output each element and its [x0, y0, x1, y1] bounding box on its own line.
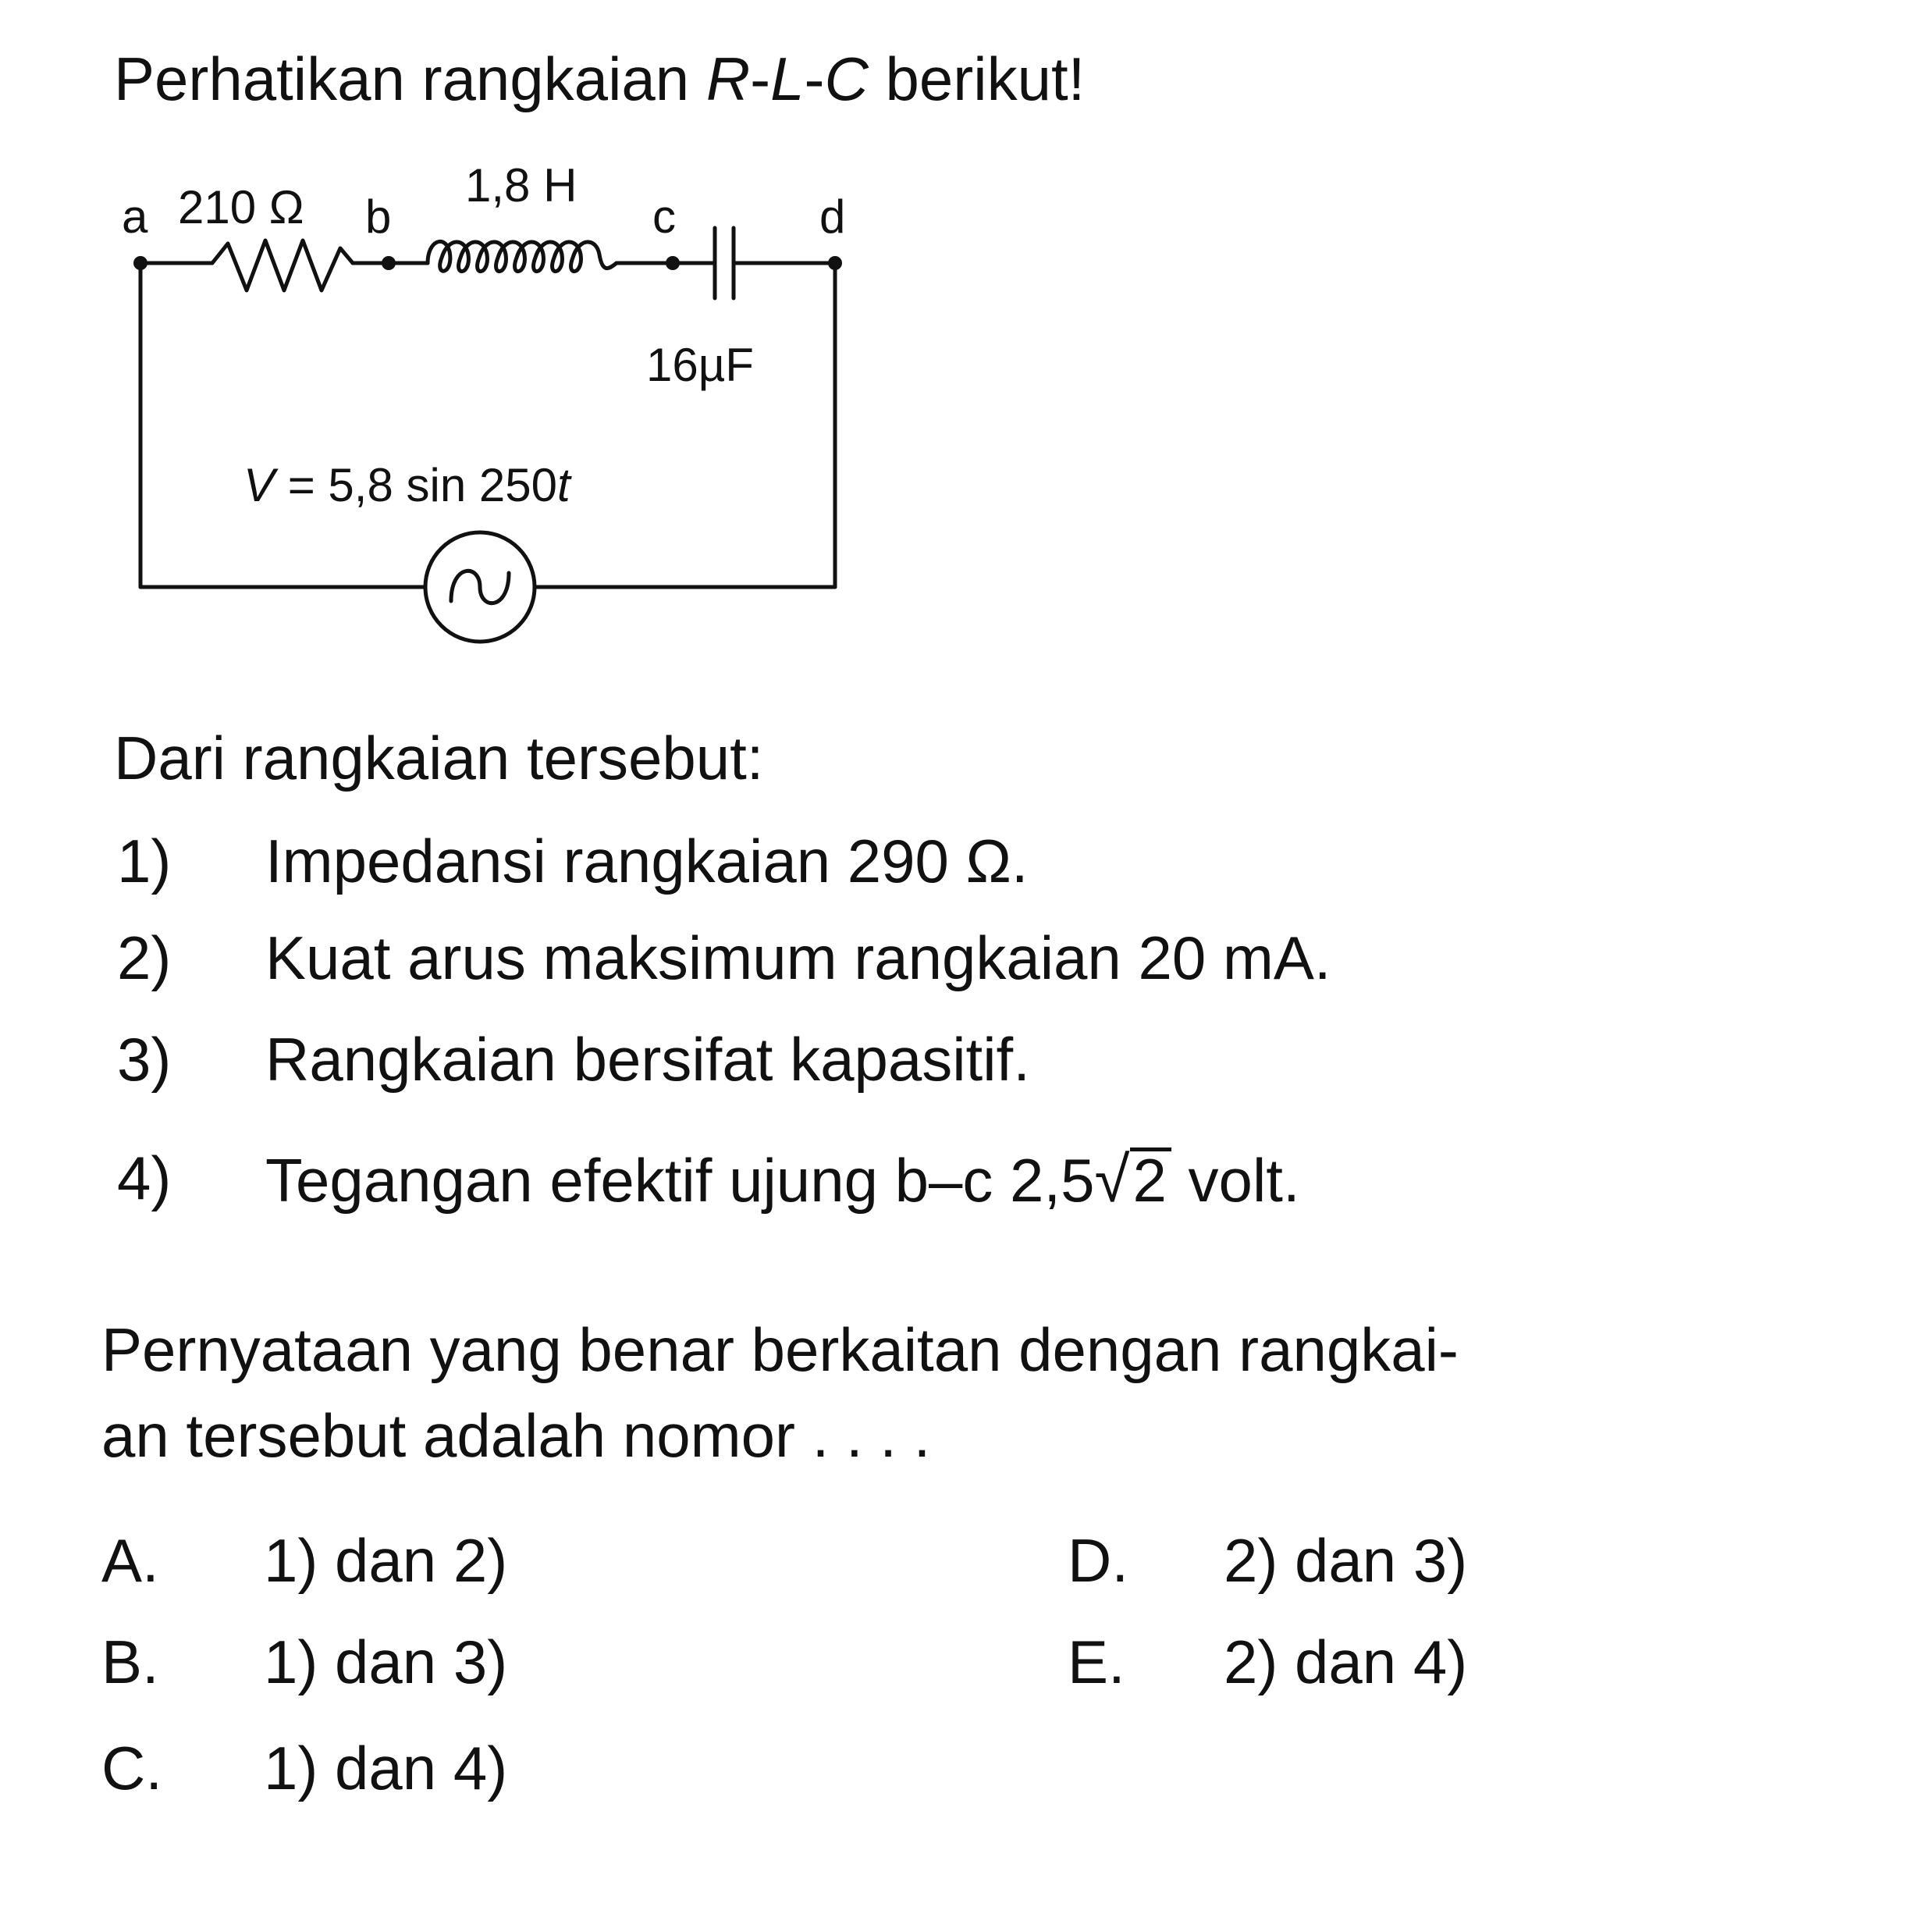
- source-t: t: [556, 459, 570, 511]
- node-a-dot: [133, 256, 147, 270]
- option-d[interactable]: [1068, 1526, 1128, 1595]
- option-b-text[interactable]: 1) dan 3): [264, 1628, 508, 1696]
- option-d-letter: D.: [1068, 1526, 1128, 1595]
- statement-4-number: 4): [117, 1144, 172, 1212]
- source-equation: [243, 459, 570, 511]
- statements-heading: Dari rangkaian tersebut:: [114, 724, 764, 792]
- rlc-circuit-diagram: [0, 0, 1912, 703]
- source-V: V: [243, 459, 275, 511]
- option-c-letter: C.: [101, 1734, 162, 1802]
- option-d-text[interactable]: 2) dan 3): [1224, 1526, 1468, 1595]
- statement-1-number: 1): [117, 827, 172, 895]
- statement-2-text: Kuat arus maksimum rangkaian 20 mA.: [265, 923, 1331, 992]
- statement-3-number: 3): [117, 1025, 172, 1094]
- statement-3-text: Rangkaian bersifat kapasitif.: [265, 1025, 1030, 1094]
- source-eq: = 5,8 sin 250: [275, 459, 557, 511]
- node-a-label: a: [122, 190, 148, 243]
- option-e-letter: E.: [1068, 1628, 1125, 1696]
- inductor-value-label: 1,8 H: [465, 159, 578, 212]
- option-a-letter: A.: [101, 1526, 159, 1595]
- intro-dash-2: -: [804, 44, 825, 113]
- statement-2-number: 2): [117, 923, 172, 992]
- node-b-label: b: [365, 190, 392, 243]
- statement-1-text: Impedansi rangkaian 290 Ω.: [265, 827, 1029, 895]
- node-b-dot: [382, 256, 396, 270]
- intro-C: C: [824, 44, 869, 113]
- option-c[interactable]: [101, 1734, 162, 1802]
- statement-4-suffix: volt.: [1171, 1146, 1300, 1215]
- statement-4-prefix: Tegangan efektif ujung b–c 2,5: [265, 1146, 1095, 1215]
- resistor-symbol: [212, 240, 353, 290]
- capacitor-value-label: 16µF: [646, 339, 754, 391]
- intro-prefix: Perhatikan rangkaian: [114, 44, 706, 113]
- node-c-label: c: [652, 190, 676, 243]
- option-e-text[interactable]: 2) dan 4): [1224, 1628, 1468, 1696]
- statement-4-text: [265, 1144, 1300, 1215]
- sqrt-sign: √: [1094, 1144, 1130, 1215]
- option-e[interactable]: [1068, 1628, 1125, 1696]
- option-a-text[interactable]: 1) dan 2): [264, 1526, 508, 1595]
- option-a[interactable]: [101, 1526, 159, 1595]
- sqrt-radicand: 2: [1130, 1147, 1171, 1209]
- option-b-letter: B.: [101, 1628, 159, 1696]
- intro-dash-1: -: [750, 44, 771, 113]
- intro-L: L: [770, 44, 805, 113]
- node-d-label: d: [819, 190, 846, 243]
- node-d-dot: [828, 256, 842, 270]
- intro-R: R: [705, 44, 751, 113]
- node-c-dot: [666, 256, 680, 270]
- intro-suffix: berikut!: [868, 44, 1086, 113]
- prompt-line-2: an tersebut adalah nomor . . . .: [101, 1401, 931, 1470]
- resistor-value-label: 210 Ω: [178, 181, 304, 233]
- ac-sine-wave: [451, 571, 509, 603]
- prompt-line-1: Pernyataan yang benar berkaitan dengan rangkai-: [101, 1315, 1459, 1384]
- option-b[interactable]: [101, 1628, 159, 1696]
- inductor-symbol: [428, 241, 617, 271]
- option-c-text[interactable]: 1) dan 4): [264, 1734, 508, 1802]
